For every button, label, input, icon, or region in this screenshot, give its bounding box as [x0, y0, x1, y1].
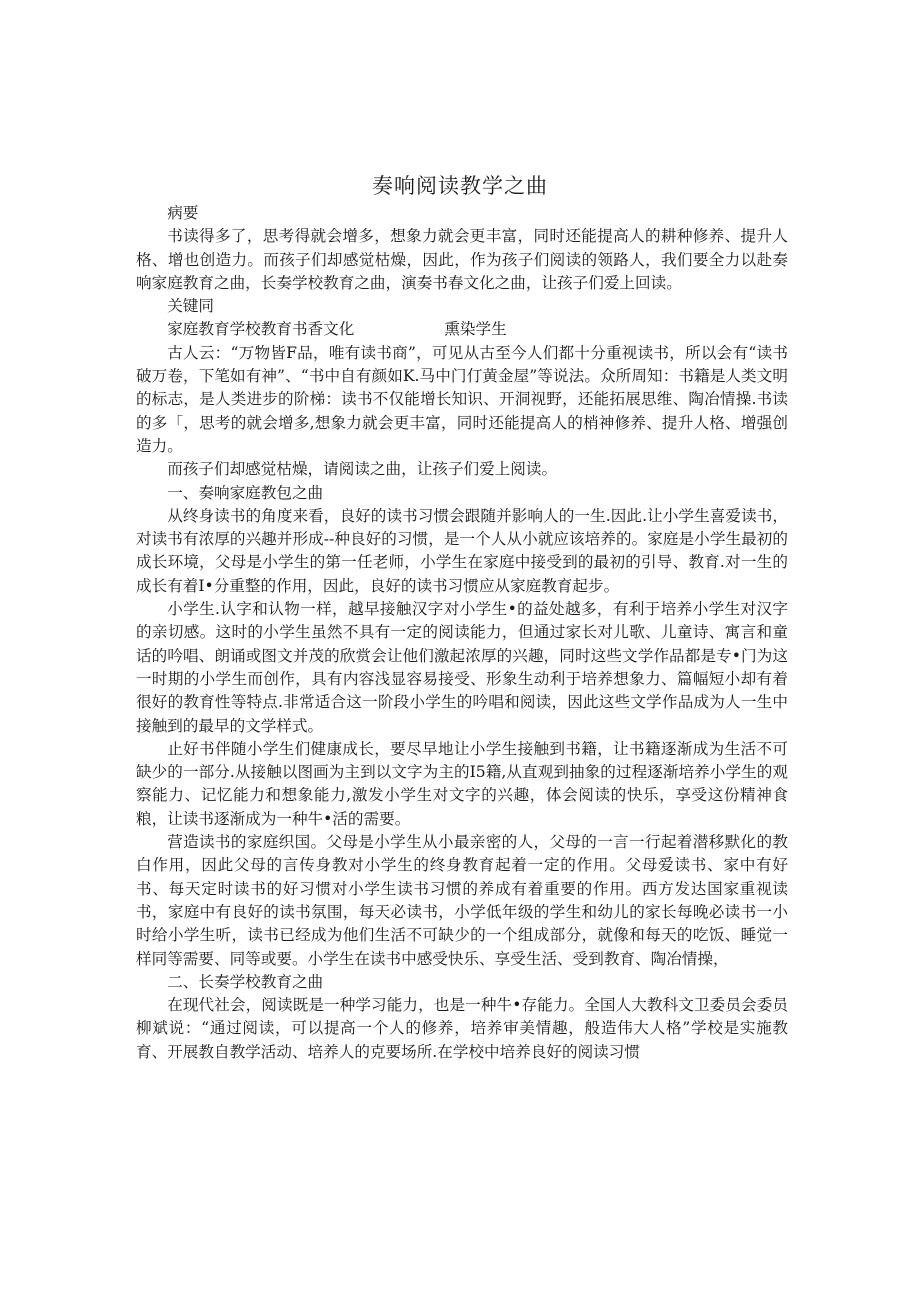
intro-paragraph: 而孩子们却感觉枯燥，请阅读之曲，让孩子们爱上阅读。: [167, 460, 558, 479]
document-title: 奏响阅读教学之曲: [372, 174, 548, 198]
body-paragraph: 止好书伴随小学生们健康成长，要尽早地让小学生接触到书籍，让书籍逐渐成为生活不可缺少的一部分.从接触以图画为主到以文字为主的I5籍,从直观到抽象的过程逐渐培养小学生的观察能力、记忆能力和想象能力,激发小学生对文字的兴趣，体会阅读的快乐，享受这份精神食粮，让读书逐渐成为一种牛•活的需要。: [136, 739, 788, 828]
body-paragraph: 从终身读书的角度来看，良好的读书习惯会跟随并影响人的一生.因此.让小学生喜爱读书，对读书有浓厚的兴趣并形成--种良好的习惯，是一个人从小就应该培养的。家庭是小学生最初的成长环境，父母是小学生的第一任老师，小学生在家庭中接受到的最初的引导、教育.对一生的成长有着I•分重整的作用，因此，良好的读书习惯应从家庭教育起步。: [136, 506, 788, 595]
body-paragraph: 小学生.认字和认物一样，越早接触汉字对小学生•的益处越多，有利于培养小学生对汉字的亲切感。这时的小学生虽然不具有一定的阅读能力，但通过家长对儿歌、儿童诗、寓言和童话的吟唱、朗诵或图文并茂的欣赏会让他们激起浓厚的兴趣，同时这些文学作品都是专•门为这一时期的小学生而创作，具有内容浅显容易接受、形象生动利于培养想象力、篇幅短小却有着很好的教育性等特点.非常适合这一阶段小学生的吟唱和阅读，因此这些文学作品成为人一生中接触到的最早的文学样式。: [136, 600, 788, 735]
section-heading: 一、奏响家庭教包之曲: [167, 483, 324, 502]
abstract-paragraph: 书读得多了，思考得就会增多，想象力就会更丰富，同时还能提高人的耕种修养、提升人格、增也创造力。而孩子们却感觉枯燥，因此，作为孩子们阅读的领路人，我们要全力以赴奏响家庭教育之曲，长奏学校教育之曲，演奏书春文化之曲，让孩子们爱上回读。: [136, 227, 788, 292]
intro-paragraph: 古人云：“万物皆F品，唯有读书商”，可见从古至今人们都十分重视读书，所以会有“读书破万卷，下笔如有神”、“书中自有颜如K.马中门仃黄金屋”等说法。众所周知：书籍是人类文明的标志，是人类进步的阶梯：读书不仅能增长知识、开洞视野，还能拓展思维、陶冶情操.书读的多「，思考的就会增多,想象力就会更丰富，同时还能提高人的梢神修养、提升人格、增强创造力。: [136, 343, 788, 455]
keywords-line: [136, 318, 788, 341]
document-body: [136, 202, 788, 1064]
section-heading: 二、长奏学校教育之曲: [167, 972, 324, 991]
abstract-heading: 病要: [167, 204, 199, 222]
body-paragraph: 营造读书的家庭织国。父母是小学生从小最亲密的人，父母的一言一行起着潜移默化的教白作用，因此父母的言传身教对小学生的终身教育起着一定的作用。父母爱读书、家中有好书、每天定时读书的好习惯对小学生读书习惯的养成有着重要的作用。西方发达国家重视读书，家庭中有良好的读书氛围，每天必读书，小学低年级的学生和幼儿的家长每晚必读书一小时给小学生听，读书已经成为他们生活不可缺少的一个组成部分，就像和每天的吃饭、睡觉一样同等需要、同等或要。小学生在读书中感受快乐、享受生活、受到教育、陶冶情操，: [136, 833, 788, 968]
keywords-left: 家庭教育学校教育书香文化: [167, 320, 355, 339]
keywords-right: 熏染学生: [444, 320, 507, 339]
keywords-heading: 关键同: [167, 297, 214, 316]
body-paragraph: 在现代社会，阅读既是一种学习能力，也是一种牛•存能力。全国人大教科文卫委员会委员柳斌说：“通过阅读，可以提高一个人的修养，培养审美情趣，般造伟大人格”学校是实施教育、开展教自教学活动、培养人的克要场所.在学校中培养良好的阅读习惯: [136, 996, 788, 1061]
